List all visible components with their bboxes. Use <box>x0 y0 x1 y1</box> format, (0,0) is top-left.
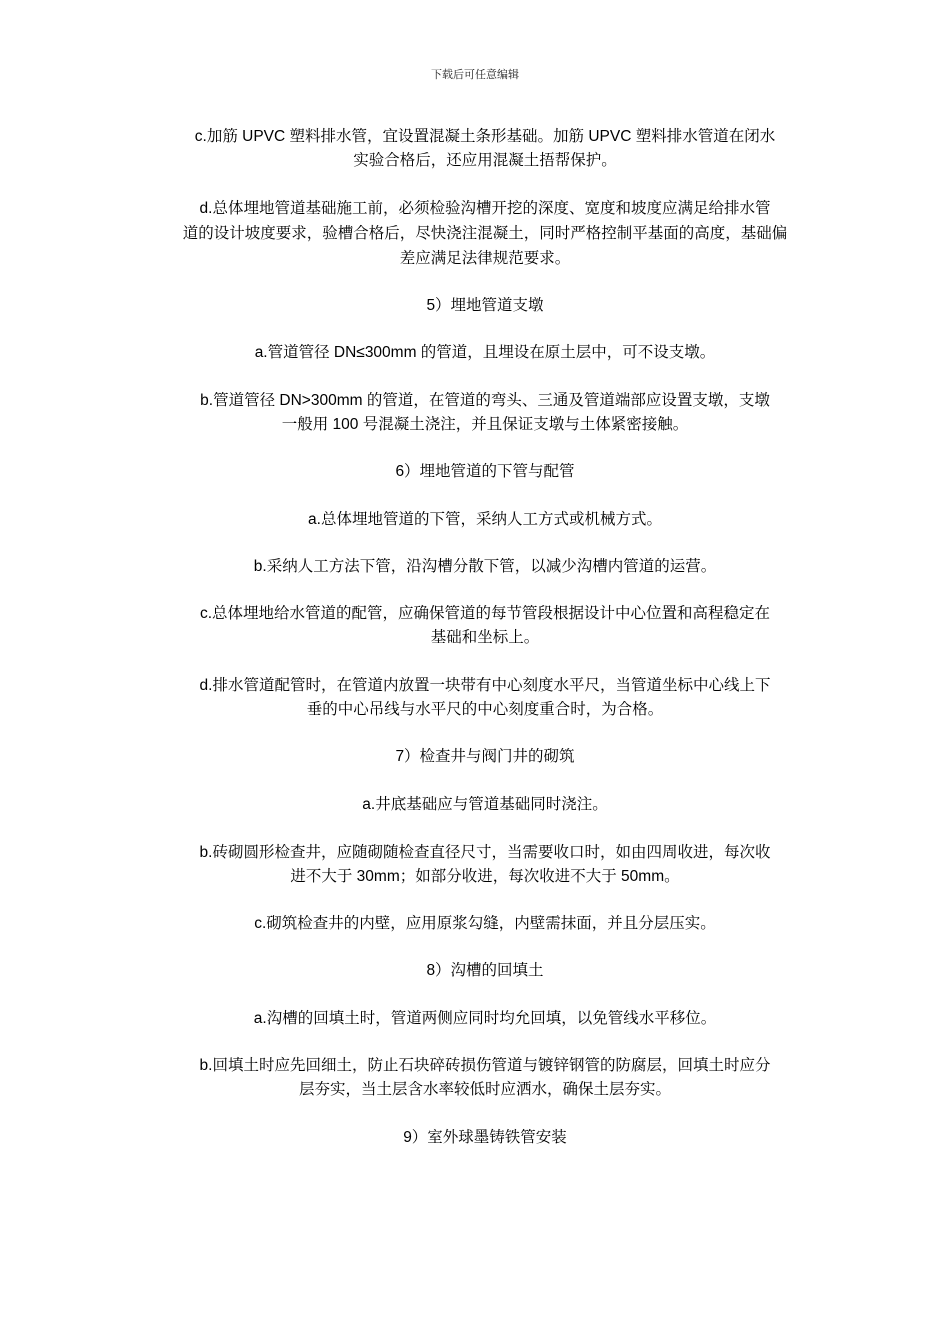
paragraph-line: 垂的中心吊线与水平尺的中心刻度重合时，为合格。 <box>306 701 664 718</box>
section-heading: 6）埋地管道的下管与配管 <box>395 463 575 480</box>
section-heading: 8）沟槽的回填土 <box>426 962 544 979</box>
paragraph-line: 道的设计坡度要求，验槽合格后，尽快浇注混凝土，同时严格控制平基面的高度，基础偏 <box>182 225 788 242</box>
paragraph-line: 实验合格后，还应用混凝土捂帮保护。 <box>353 152 617 169</box>
paragraph-line: b.回填土时应先回细土，防止石块碎砖损伤管道与镀锌钢管的防腐层，回填土时应分 <box>199 1057 771 1074</box>
paragraph-line: 进不大于 30mm；如部分收进，每次收进不大于 50mm。 <box>290 868 680 885</box>
paragraph-line: d.排水管道配管时，在管道内放置一块带有中心刻度水平尺，当管道坐标中心线上下 <box>199 677 771 694</box>
paragraph-line: 层夯实，当土层含水率较低时应洒水，确保土层夯实。 <box>298 1081 671 1098</box>
section-heading: 5）埋地管道支墩 <box>426 297 544 314</box>
paragraph-line: 差应满足法律规范要求。 <box>399 250 571 267</box>
paragraph-line: c.加筋 UPVC 塑料排水管，宜设置混凝土条形基础。加筋 UPVC 塑料排水管道在闭水 <box>194 128 776 145</box>
section-heading: 9）室外球墨铸铁管安装 <box>403 1129 567 1146</box>
paragraph-line: a.井底基础应与管道基础同时浇注。 <box>362 796 608 813</box>
paragraph-line: a.总体埋地管道的下管，采纳人工方式或机械方式。 <box>308 511 662 528</box>
paragraph-line: 一般用 100 号混凝土浇注，并且保证支墩与土体紧密接触。 <box>281 416 689 433</box>
section-heading: 7）检查井与阀门井的砌筑 <box>395 748 575 765</box>
page-header: 下载后可任意编辑 <box>431 69 519 81</box>
paragraph-line: c.砌筑检查井的内壁，应用原浆勾缝，内壁需抹面，并且分层压实。 <box>254 915 716 932</box>
paragraph-line: c.总体埋地给水管道的配管，应确保管道的每节管段根据设计中心位置和高程稳定在 <box>199 605 771 622</box>
paragraph-line: 基础和坐标上。 <box>430 629 540 646</box>
paragraph-line: a.沟槽的回填土时，管道两侧应同时均允回填，以免管线水平移位。 <box>253 1010 717 1027</box>
paragraph-line: b.采纳人工方法下管，沿沟槽分散下管，以减少沟槽内管道的运营。 <box>253 558 717 575</box>
paragraph-line: b.砖砌圆形检查井，应随砌随检查直径尺寸，当需要收口时，如由四周收进，每次收 <box>199 844 771 861</box>
paragraph-line: b.管道管径 DN>300mm 的管道，在管道的弯头、三通及管道端部应设置支墩，支墩 <box>200 392 770 409</box>
paragraph-line: a.管道管径 DN≤300mm 的管道，且埋设在原土层中，可不设支墩。 <box>254 344 716 361</box>
paragraph-line: d.总体埋地管道基础施工前，必须检验沟槽开挖的深度、宽度和坡度应满足给排水管 <box>199 200 771 217</box>
